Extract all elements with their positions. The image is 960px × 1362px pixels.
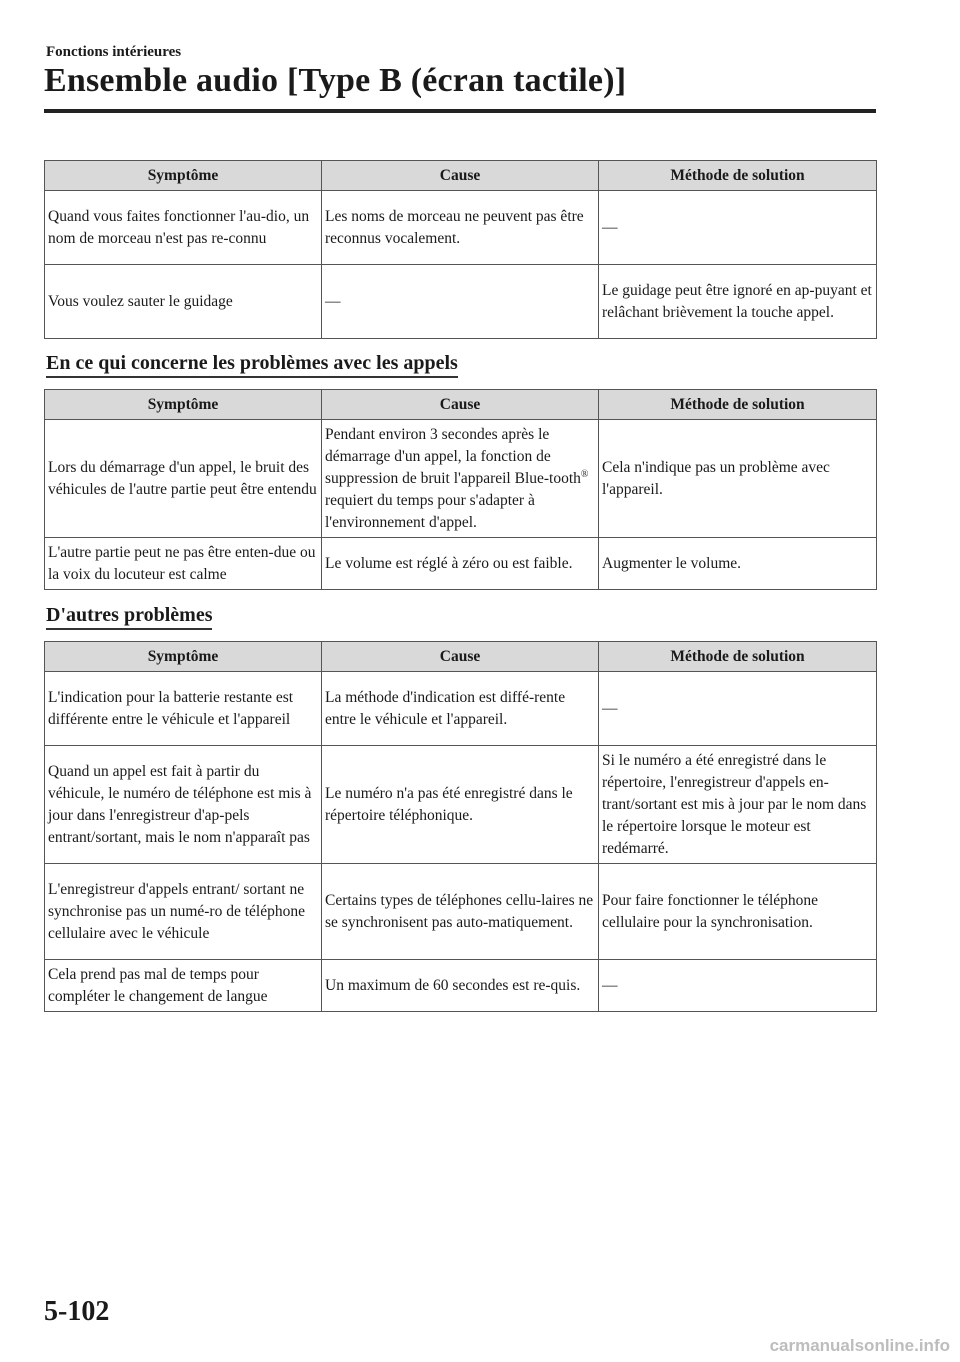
- header-cause: Cause: [322, 161, 599, 191]
- table-row: [45, 538, 877, 590]
- table-voice-problems: [44, 160, 877, 339]
- table-row: [45, 265, 877, 339]
- cell-cause: Un maximum de 60 secondes est re-quis.: [322, 960, 599, 1012]
- table-row: [45, 672, 877, 746]
- header-cause: Cause: [322, 390, 599, 420]
- table-row: [45, 864, 877, 960]
- table-header-row: [45, 390, 877, 420]
- cell-solution: Cela n'indique pas un problème avec l'appareil.: [599, 420, 877, 538]
- watermark: carmanualsonline.info: [769, 1336, 950, 1355]
- page-number: 5-102: [44, 1296, 110, 1327]
- cell-cause: Le volume est réglé à zéro ou est faible.: [322, 538, 599, 590]
- header-cause: Cause: [322, 642, 599, 672]
- header-solution: Méthode de solution: [599, 642, 877, 672]
- cell-symptom: L'enregistreur d'appels entrant/ sortant ne synchronise pas un numé-ro de téléphone cellulaire avec le véhicule: [45, 864, 322, 960]
- table-header-row: [45, 642, 877, 672]
- cell-solution: Si le numéro a été enregistré dans le répertoire, l'enregistreur d'appels en-trant/sortant est mis à jour par le nom dans le répertoire lorsque le moteur est redémarré.: [599, 746, 877, 864]
- table-row: [45, 191, 877, 265]
- cell-solution: Le guidage peut être ignoré en ap-puyant et relâchant brièvement la touche appel.: [599, 265, 877, 339]
- cause-text: requiert du temps pour s'adapter à l'environnement d'appel.: [325, 491, 535, 531]
- cell-cause: [322, 420, 599, 538]
- table-header-row: [45, 161, 877, 191]
- cell-symptom: Quand un appel est fait à partir du véhicule, le numéro de téléphone est mis à jour dans l'enregistreur d'ap-pels entrant/sortant, mais le nom n'apparaît pas: [45, 746, 322, 864]
- cell-solution: —: [599, 672, 877, 746]
- header-symptom: Symptôme: [45, 161, 322, 191]
- cell-cause: —: [322, 265, 599, 339]
- cell-symptom: Vous voulez sauter le guidage: [45, 265, 322, 339]
- cell-symptom: L'indication pour la batterie restante est différente entre le véhicule et l'appareil: [45, 672, 322, 746]
- header-symptom: Symptôme: [45, 390, 322, 420]
- table-row: [45, 960, 877, 1012]
- cell-cause: Les noms de morceau ne peuvent pas être reconnus vocalement.: [322, 191, 599, 265]
- header-solution: Méthode de solution: [599, 161, 877, 191]
- section-heading-calls: En ce qui concerne les problèmes avec les appels: [46, 351, 458, 378]
- table-row: [45, 746, 877, 864]
- cell-symptom: Cela prend pas mal de temps pour compléter le changement de langue: [45, 960, 322, 1012]
- cell-solution: Pour faire fonctionner le téléphone cellulaire pour la synchronisation.: [599, 864, 877, 960]
- header-solution: Méthode de solution: [599, 390, 877, 420]
- cell-cause: Certains types de téléphones cellu-laires ne se synchronisent pas auto-matiquement.: [322, 864, 599, 960]
- cell-solution: —: [599, 960, 877, 1012]
- cause-text: Pendant environ 3 secondes après le démarrage d'un appel, la fonction de suppression de bruit l'appareil Blue-tooth: [325, 425, 581, 487]
- page-title: Ensemble audio [Type B (écran tactile)]: [44, 62, 627, 99]
- registered-mark: ®: [580, 468, 589, 480]
- cell-solution: Augmenter le volume.: [599, 538, 877, 590]
- table-row: [45, 420, 877, 538]
- table-other-problems: [44, 641, 877, 1012]
- table-call-problems: [44, 389, 877, 590]
- cell-symptom: Quand vous faites fonctionner l'au-dio, un nom de morceau n'est pas re-connu: [45, 191, 322, 265]
- title-rule: [44, 109, 876, 113]
- cell-cause: La méthode d'indication est diffé-rente entre le véhicule et l'appareil.: [322, 672, 599, 746]
- cell-solution: —: [599, 191, 877, 265]
- cell-symptom: L'autre partie peut ne pas être enten-due ou la voix du locuteur est calme: [45, 538, 322, 590]
- cell-cause: Le numéro n'a pas été enregistré dans le répertoire téléphonique.: [322, 746, 599, 864]
- section-label: Fonctions intérieures: [46, 44, 182, 60]
- cell-symptom: Lors du démarrage d'un appel, le bruit des véhicules de l'autre partie peut être entendu: [45, 420, 322, 538]
- section-heading-other: D'autres problèmes: [46, 603, 212, 630]
- header-symptom: Symptôme: [45, 642, 322, 672]
